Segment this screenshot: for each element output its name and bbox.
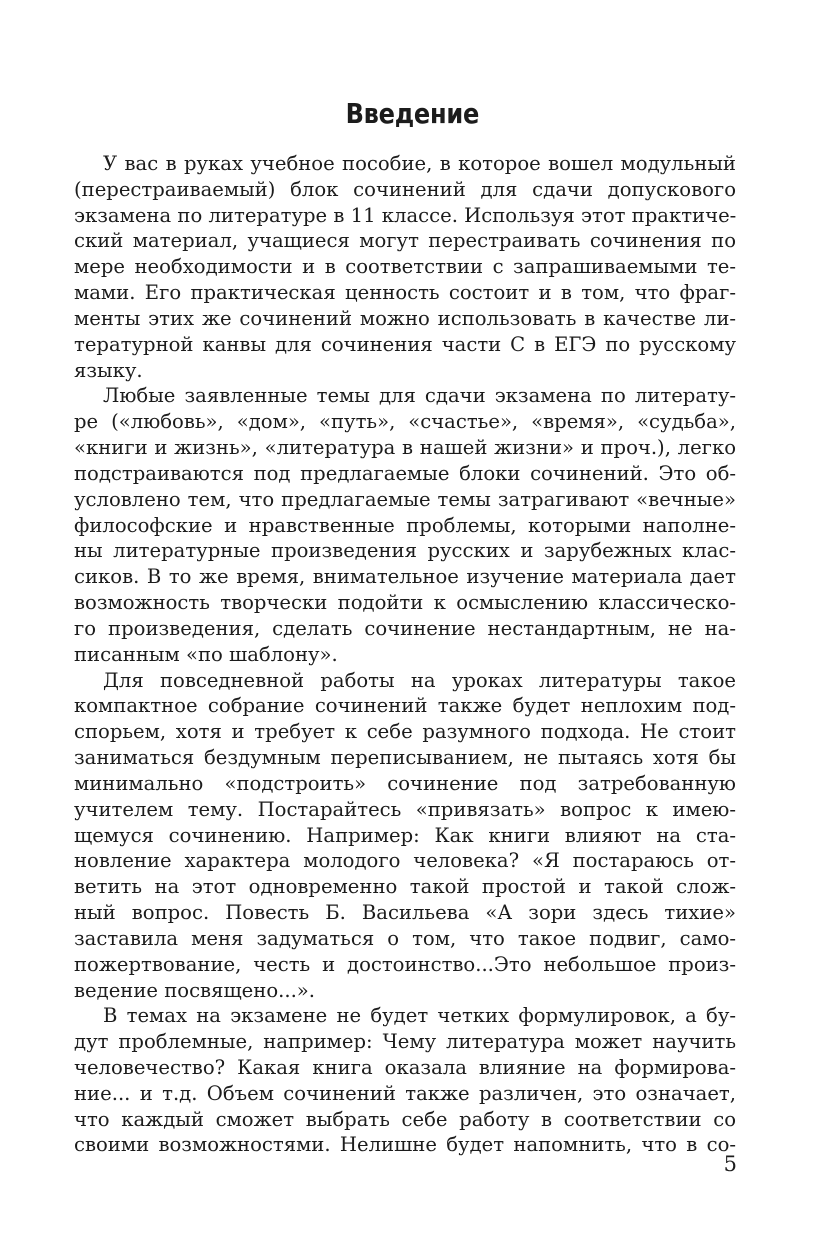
- text-line: ведение посвящено...».: [74, 978, 316, 1002]
- text-line: подстраиваются под предлагаемые блоки сочинений. Это об-: [74, 461, 736, 485]
- text-line: ский материал, учащиеся могут перестраивать сочинения по: [74, 229, 736, 253]
- text-line: условлено тем, что предлагаемые темы затрагивают «вечные»: [74, 487, 736, 511]
- text-line: щемуся сочинению. Например: Как книги влияют на ста-: [74, 823, 736, 847]
- text-line: своими возможностями. Нелишне будет напомнить, что в со-: [74, 1133, 736, 1157]
- text-line: тературной канвы для сочинения части С в ЕГЭ по русскому: [74, 332, 736, 356]
- text-line: ный вопрос. Повесть Б. Васильева «А зори здесь тихие»: [74, 901, 736, 925]
- text-line: заставила меня задуматься о том, что такое подвиг, само-: [74, 926, 736, 950]
- text-line: го произведения, сделать сочинение нестандартным, не на-: [74, 616, 736, 640]
- text-line: что каждый сможет выбрать себе работу в соответствии со: [74, 1107, 736, 1131]
- text-line: спорьем, хотя и требует к себе разумного подхода. Не стоит: [74, 720, 736, 744]
- text-line: учителем тему. Постарайтесь «привязать» вопрос к имею-: [74, 797, 736, 821]
- text-line: пожертвование, честь и достоинство...Это небольшое произ-: [74, 952, 736, 976]
- text-line: мами. Его практическая ценность состоит и в том, что фраг-: [74, 281, 736, 305]
- text-line: менты этих же сочинений можно использовать в качестве ли-: [74, 306, 736, 330]
- text-line: ны литературные произведения русских и зарубежных клас-: [74, 539, 736, 563]
- text-line: В темах на экзамене не будет четких формулировок, а бу-: [103, 1004, 736, 1028]
- text-line: Любые заявленные темы для сдачи экзамена по литерату-: [103, 384, 736, 408]
- text-line: новление характера молодого человека? «Я постараюсь от-: [74, 849, 736, 873]
- text-line: экзамена по литературе в 11 классе. Используя этот практиче-: [74, 203, 737, 227]
- text-line: ние... и т.д. Объем сочинений также различен, это означает,: [74, 1081, 736, 1105]
- text-line: ветить на этот одновременно такой простой и такой слож-: [74, 875, 736, 899]
- text-line: сиков. В то же время, внимательное изучение материала дает: [74, 565, 736, 589]
- text-line: человечество? Какая книга оказала влияние на формирова-: [74, 1055, 736, 1079]
- text-line: минимально «подстроить» сочинение под затребованную: [74, 771, 736, 795]
- text-line: языку.: [74, 358, 143, 382]
- text-line: ре («любовь», «дом», «путь», «счастье», «время», «судьба»,: [74, 410, 736, 434]
- body-text: [74, 151, 736, 1158]
- text-line: (перестраиваемый) блок сочинений для сдачи допускового: [74, 177, 736, 201]
- text-line: Для повседневной работы на уроках литературы такое: [103, 668, 736, 692]
- page-title: Введение: [345, 97, 480, 130]
- text-line: «книги и жизнь», «литература в нашей жизни» и проч.), легко: [74, 436, 736, 460]
- text-line: компактное собрание сочинений также будет неплохим под-: [74, 694, 736, 718]
- text-line: писанным «по шаблону».: [74, 642, 338, 666]
- text-line: заниматься бездумным переписыванием, не пытаясь хотя бы: [74, 746, 736, 770]
- text-line: мере необходимости и в соответствии с запрашиваемыми те-: [74, 255, 736, 279]
- page-number: 5: [723, 1152, 737, 1176]
- text-line: дут проблемные, например: Чему литература может научить: [74, 1030, 736, 1054]
- text-line: философские и нравственные проблемы, которыми наполне-: [74, 513, 736, 537]
- text-line: У вас в руках учебное пособие, в которое вошел модульный: [103, 152, 736, 175]
- text-line: возможность творчески подойти к осмыслению классическо-: [74, 591, 736, 615]
